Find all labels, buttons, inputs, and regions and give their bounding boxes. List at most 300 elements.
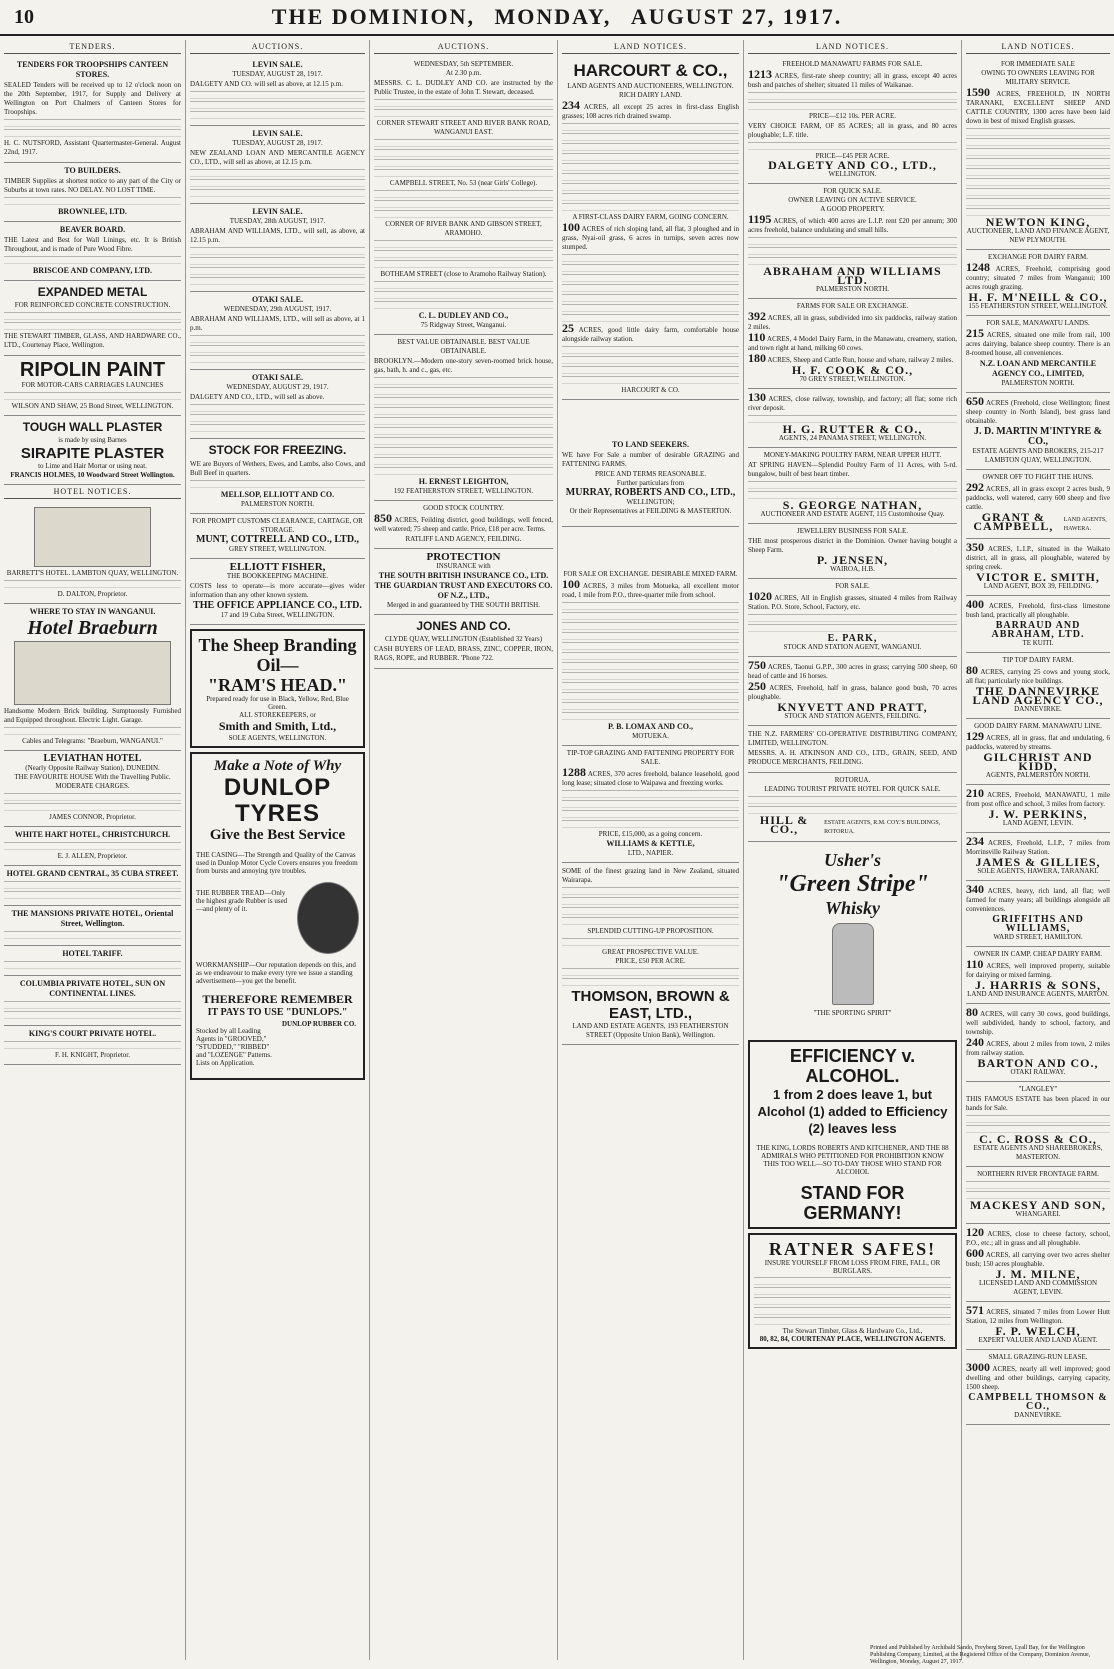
- ad-firm: H. G. RUTTER & CO.,: [782, 422, 923, 436]
- ad-slogan: STAND FOR GERMANY!: [800, 1183, 905, 1223]
- ad-best-value: [374, 335, 553, 501]
- ad-heading: WHERE TO STAY IN WANGANUI.: [29, 607, 156, 616]
- ad-firm: H. F. M'NEILL & CO.,: [968, 290, 1108, 304]
- ad-address: 70 GREY STREET, WELLINGTON.: [799, 375, 906, 383]
- ad-body: [966, 326, 1110, 358]
- lot-heading: BOTHEAM STREET (close to Aramoho Railway Station).: [380, 270, 547, 278]
- ad-location: LTD., NAPIER.: [627, 849, 674, 857]
- ad-heading: OTAKI SALE.: [252, 373, 303, 382]
- issue-date: AUGUST 27, 1917.: [630, 4, 843, 29]
- ad-heading: LEVIN SALE.: [252, 207, 303, 216]
- ad-text: ACRES, will carry 30 cows, good buildings, well subdivided, handy to school, factory, and township.: [966, 1010, 1110, 1036]
- page-number: 10: [14, 6, 34, 28]
- ad-body-2: MESSRS. A. H. ATKINSON AND CO., LTD., GRAIN, SEED, AND PRODUCE MERCHANTS, FEILDING.: [748, 749, 957, 766]
- ad-firm: THOMSON, BROWN & EAST, LTD.,: [571, 988, 730, 1022]
- ad-heading: FARMS FOR SALE OR EXCHANGE.: [796, 302, 909, 310]
- ad-firm: WILLIAMS & KETTLE,: [606, 839, 695, 848]
- ad-address: 155 FEATHERSTON STREET, WELLINGTON.: [968, 302, 1108, 310]
- ad-address: 17 and 19 Cuba Street, WELLINGTON.: [220, 611, 335, 619]
- ad-victor-smith: [966, 539, 1110, 596]
- ad-body: [966, 1303, 1110, 1326]
- acreage: 1288: [562, 765, 586, 779]
- ad-heading: PROTECTION: [426, 551, 501, 563]
- ad-heading: THE MANSIONS PRIVATE HOTEL, Oriental Street, Wellington.: [11, 909, 174, 928]
- acreage: 3000: [966, 1360, 990, 1374]
- ad-firm: E. PARK,: [827, 633, 878, 644]
- ad-park-sale: [748, 579, 957, 657]
- ad-heading: OTAKI SALE.: [252, 295, 303, 304]
- ad-location: PALMERSTON NORTH.: [815, 285, 890, 293]
- ad-firm: H. ERNEST LEIGHTON,: [418, 477, 509, 486]
- ad-firm: J. D. MARTIN M'INTYRE & CO.,: [974, 426, 1102, 447]
- ad-harcourt: [562, 57, 739, 400]
- ad-firm: BARRAUD AND ABRAHAM, LTD.: [991, 620, 1085, 640]
- column-heading: LAND NOTICES.: [562, 40, 739, 54]
- ad-firm: THE STEWART TIMBER, GLASS, AND HARDWARE CO., LTD., Courtenay Place, Wellington.: [4, 332, 181, 349]
- ad-section: RICH DAIRY LAND.: [619, 91, 682, 99]
- ad-welch: [966, 1302, 1110, 1350]
- ad-brand: Hotel Braeburn: [27, 617, 158, 639]
- ad-text: ACRES, Freehold, half in grass, balance good bush, 70 acres ploughable.: [748, 684, 957, 701]
- acreage: 234: [562, 98, 580, 112]
- ad-thomson-brown-east: [562, 863, 739, 1045]
- ad-otaki-sale-abraham: [190, 292, 365, 370]
- ad-location: WELLINGTON;: [626, 498, 675, 506]
- ad-address: ESTATE AGENTS, R.M. COY.'S BUILDINGS, ROTORUA.: [824, 820, 941, 835]
- ad-text: ACRES, all carrying over two acres shelter bush; 150 acres ploughable.: [966, 1251, 1110, 1268]
- ad-nathan-poultry: [748, 448, 957, 524]
- tyre-illustration: [297, 882, 359, 954]
- ad-body: [966, 394, 1110, 426]
- masthead-title: [0, 4, 1114, 30]
- ad-subheading: LEADING TOURIST PRIVATE HOTEL FOR QUICK SALE.: [764, 785, 941, 793]
- ad-nz-loan-mercantile: [966, 316, 1110, 393]
- ad-heading: EFFICIENCY v. ALCOHOL.: [789, 1046, 916, 1086]
- ad-firm: HARCOURT & CO.: [621, 386, 680, 394]
- ad-subheading: FOR REINFORCED CONCRETE CONSTRUCTION.: [14, 301, 171, 309]
- ad-heading: LEVIN SALE.: [252, 60, 303, 69]
- ad-body: COSTS less to operate—is more accurate—gives wider information than any other known system.: [190, 582, 365, 599]
- ad-body: TIMBER Supplies at shortest notice to any part of the City or Suburbs at town rates. NO DELAY. NO LOST TIME.: [4, 177, 181, 194]
- ad-location: PALMERSTON NORTH.: [1001, 379, 1075, 387]
- ad-text: ALL STOREKEEPERS, or: [239, 711, 316, 719]
- ad-location: DANNEVIRKE.: [1014, 1411, 1062, 1419]
- ad-nz-farmers-coop: [748, 726, 957, 773]
- ad-good-stock-country: [374, 501, 553, 549]
- ad-stockists: Stocked by all Leading Agents in "GROOVED," "STUDDED," "RIBBED" and "LOZENGE" Patterns. Lists on Application.: [196, 1027, 272, 1067]
- ad-date: At 2.30 p.m.: [445, 69, 482, 77]
- ad-heading: STOCK FOR FREEZING.: [208, 443, 347, 457]
- ad-heading: COLUMBIA PRIVATE HOTEL, SUN ON CONTINENTAL LINES.: [19, 979, 166, 998]
- ad-text: ACRES, Freehold, MANAWATU, 1 mile from post office and school, 3 miles from factory.: [966, 791, 1110, 808]
- ad-firm: The Stewart Timber, Glass & Hardware Co., Ltd.,: [782, 1327, 923, 1335]
- ad-body-tread: THE RUBBER TREAD—Only the highest grade Rubber is used—and plenty of it.: [196, 889, 288, 913]
- ad-body: [966, 834, 1110, 857]
- ad-firm: CAMPBELL THOMSON & CO.,: [968, 1392, 1108, 1412]
- ad-body: [966, 260, 1110, 292]
- ad-firm: C. L. DUDLEY AND CO.,: [418, 311, 509, 320]
- acreage: 100: [562, 220, 580, 234]
- ad-heading: EXPANDED METAL: [37, 285, 148, 299]
- ad-firm: BRISCOE AND COMPANY, LTD.: [32, 266, 153, 275]
- ad-address: LICENSED LAND AND COMMISSION AGENT, LEVIN.: [978, 1279, 1098, 1296]
- ad-text: ACRES (Freehold, close Wellington; finest sheep country in North Island), best grass land obtainable.: [966, 399, 1110, 425]
- acreage: 350: [966, 540, 984, 554]
- ad-text: ACRES, L.I.P., situated in the Waikato district, all in grass, all ploughable, watered by spring creek.: [966, 545, 1110, 571]
- ad-address: LAND AGENT, BOX 39, FEILDING.: [983, 582, 1093, 590]
- ad-tip-top-grazing: [562, 746, 739, 863]
- ad-body: [966, 480, 1110, 512]
- lot-heading: CORNER STEWART STREET AND RIVER BANK ROAD, WANGANUI EAST.: [376, 119, 551, 136]
- ad-ratner-safes: [748, 1233, 957, 1349]
- ad-barretts-hotel: [4, 502, 181, 604]
- ad-heading: "LANGLEY": [1018, 1085, 1058, 1093]
- ad-body: [966, 663, 1110, 686]
- acreage: 571: [966, 1303, 984, 1317]
- hotel-illustration: [34, 507, 151, 567]
- ad-body: [374, 511, 553, 534]
- column-heading: AUCTIONS.: [190, 40, 365, 54]
- ad-body: NEW ZEALAND LOAN AND MERCANTILE AGENCY CO., LTD., will sell as above, at 12.15 p.m.: [190, 149, 365, 166]
- ad-heading: OWNER OFF TO FIGHT THE HUNS.: [982, 473, 1094, 481]
- ad-subheading: Give the Best Service: [209, 827, 346, 843]
- ad-firm: THE DANNEVIRKE LAND AGENCY CO.,: [972, 684, 1104, 707]
- ad-firm: BROWNLEE, LTD.: [58, 207, 127, 216]
- ad-text: ACRES, close railway, township, and factory; all flat; some rich river deposit.: [748, 395, 957, 412]
- ad-location: MOTUEKA.: [632, 732, 669, 740]
- ad-price: PRICE—£12 10s. PER ACRE.: [809, 112, 896, 120]
- acreage: 1248: [966, 260, 990, 274]
- ad-firm: VICTOR E. SMITH,: [976, 570, 1100, 584]
- ad-heading: GOOD STOCK COUNTRY.: [423, 504, 504, 512]
- ad-text: ACRES, heavy, rich land, all flat; well farmed for many years; all buildings alongside all conveniences.: [966, 887, 1110, 913]
- ad-firm: J. W. PERKINS,: [988, 807, 1088, 821]
- ad-location: OTAKI RAILWAY.: [1010, 1068, 1066, 1076]
- ad-location: WELLINGTON.: [828, 170, 877, 178]
- ad-body: [966, 1225, 1110, 1248]
- ad-heading: RIPOLIN PAINT: [19, 359, 166, 381]
- ad-barton: [966, 1004, 1110, 1082]
- ad-section: A FIRST-CLASS DAIRY FARM, GOING CONCERN.: [572, 213, 729, 221]
- acreage: 100: [562, 577, 580, 591]
- ad-body: AT SPRING HAVEN—Splendid Poultry Farm of 11 Acres, with 5-rd. bungalow, built of best heart timber.: [748, 461, 957, 478]
- ad-subheading: OWNER LEAVING ON ACTIVE SERVICE.: [788, 196, 917, 204]
- acreage: 340: [966, 882, 984, 896]
- ad-firm: ABRAHAM AND WILLIAMS LTD.: [763, 264, 942, 287]
- ad-heading: GOOD DAIRY FARM. MANAWATU LINE.: [974, 722, 1102, 730]
- ad-text: ACRES, about 2 miles from town, 2 miles from railway station.: [966, 1040, 1110, 1057]
- ad-signature: E. J. ALLEN, Proprietor.: [57, 852, 128, 860]
- ad-firm: WILSON AND SHAW, 25 Bond Street, WELLINGTON.: [11, 402, 174, 410]
- ad-text: ACRES, situated one mile from rail, 100 acres dairying, balance sheep country. There is an 8-roomed house, all conveniences.: [966, 331, 1110, 357]
- ad-heading: FOR QUICK SALE.: [823, 187, 882, 195]
- acreage: 180: [748, 351, 766, 365]
- ad-firm: GRIFFITHS AND WILLIAMS,: [992, 914, 1084, 934]
- ad-body: WE have For Sale a number of desirable GRAZING and FATTENING FARMS.: [562, 451, 739, 468]
- ad-beaver-board: [4, 222, 181, 281]
- issue-day: MONDAY,: [494, 4, 612, 29]
- ad-firm: P. B. LOMAX AND CO.,: [607, 722, 694, 731]
- column-heading: LAND NOTICES.: [966, 40, 1110, 54]
- ad-james-gillies: [966, 833, 1110, 881]
- ad-location: WAIROA, H.B.: [830, 565, 875, 573]
- ad-location: LAND AGENTS, HAWERA.: [1063, 517, 1107, 532]
- column-land-notices-1: [558, 40, 744, 1660]
- ad-expanded-metal: [4, 281, 181, 356]
- ad-firm: H. F. COOK & CO.,: [791, 363, 914, 377]
- ad-text: ACRES, of which 400 acres are L.I.P. rent £20 per annum; 300 acres freehold, balance undulating and small hills.: [748, 217, 957, 234]
- ad-text: ACRES, carrying 25 cows and young stock, all flat; particularly nice buildings.: [966, 668, 1110, 685]
- ad-dannevirke-land: [966, 653, 1110, 719]
- acreage: 400: [966, 597, 984, 611]
- ad-body: Handsome Modern Brick building. Sumptuously Furnished and Equipped throughout. Electric Light. Garage.: [4, 707, 181, 724]
- ad-subheading: FOR MOTOR-CARS CARRIAGES LAUNCHES: [21, 381, 164, 389]
- ad-firm: N.Z. LOAN AND MERCANTILE AGENCY CO., LIMITED,: [979, 359, 1097, 378]
- masthead: [0, 0, 1114, 36]
- ad-text: Prepared ready for use in Black, Yellow, Red, Blue Green.: [206, 695, 349, 711]
- ad-address: AUCTIONEER, LAND AND FINANCE AGENT, NEW PLYMOUTH.: [966, 227, 1110, 244]
- ad-text: ACRES, all in grass, flat and undulating, 6 paddocks, watered by streams.: [966, 734, 1111, 751]
- ad-firm: HILL & CO.,: [759, 813, 809, 836]
- acreage: 850: [374, 511, 392, 525]
- ad-address: ESTATE AGENTS AND BROKERS, 215-217 LAMBTON QUAY, WELLINGTON.: [972, 447, 1104, 464]
- ad-heading: TIP TOP DAIRY FARM.: [1002, 656, 1074, 664]
- ad-firm: HARCOURT & CO.,: [573, 61, 728, 80]
- ad-heading: ROTORUA.: [834, 776, 871, 784]
- ad-heading: NORTHERN RIVER FRONTAGE FARM.: [977, 1170, 1099, 1178]
- ad-body: [562, 321, 739, 344]
- ad-subheading: THE BOOKKEEPING MACHINE.: [226, 572, 329, 580]
- ad-firm: P. JENSEN,: [816, 553, 889, 567]
- ad-heading: FOR PROMPT CUSTOMS CLEARANCE, CARTAGE, OR STORAGE.: [192, 517, 363, 534]
- acreage: 80: [966, 663, 978, 677]
- ad-heading: BARRETT'S HOTEL. LAMBTON QUAY, WELLINGTON.: [6, 569, 179, 577]
- ad-firm: MELLSOP, ELLIOTT AND CO.: [220, 490, 335, 499]
- ad-heading: The Sheep Branding Oil—: [198, 635, 357, 675]
- ad-terms: PRICE AND TERMS REASONABLE.: [594, 470, 707, 478]
- ad-sheep-branding-oil: [190, 629, 365, 748]
- ad-text: ACRES, Freehold, L.I.P., 7 miles from Morrinsville Railway Station.: [966, 839, 1110, 856]
- ad-subheading: GREAT PROSPECTIVE VALUE.: [602, 948, 699, 956]
- ad-price: PRICE—£45 PER ACRE.: [815, 152, 890, 160]
- ad-body: [966, 85, 1110, 126]
- acreage: 110: [748, 330, 766, 344]
- ad-firm: Smith and Smith, Ltd.,: [218, 719, 337, 733]
- acreage: 25: [562, 321, 574, 335]
- ad-dalgety-farms: [748, 57, 957, 184]
- ad-text: ACRES, 3 miles from Motueka, all excellent motor road, 1 mile from P.O., three-quarter mile from school.: [562, 582, 739, 599]
- ad-firm: GRANT & CAMPBELL,: [973, 510, 1054, 533]
- ad-body: [562, 577, 739, 600]
- ad-body: THIS FAMOUS ESTATE has been placed in our hands for Sale.: [966, 1095, 1110, 1112]
- acreage: 110: [966, 957, 984, 971]
- ad-text: ACRES, Freehold, first-class limestone bush land, practically all ploughable.: [966, 602, 1110, 619]
- ad-ushers-whisky: [748, 846, 957, 1036]
- ad-heading: MONEY-MAKING POULTRY FARM, NEAR UPPER HUTT.: [763, 451, 942, 459]
- acreage: 250: [748, 679, 766, 693]
- paper-name: THE DOMINION,: [271, 4, 476, 29]
- ad-text: ACRES, all except 25 acres in first-class English grasses; 108 acres rich drained swamp.: [562, 103, 739, 120]
- ad-location: STOCK AND STATION AGENT, WANGANUI.: [783, 643, 922, 651]
- ad-firm: GILCHRIST AND KIDD,: [983, 750, 1093, 773]
- ad-heading: WEDNESDAY, 5th SEPTEMBER.: [413, 60, 514, 68]
- ad-heading: TO LAND SEEKERS.: [612, 440, 689, 449]
- acreage: 130: [748, 390, 766, 404]
- ad-land-seekers: [562, 430, 739, 527]
- ad-body: THE KING, LORDS ROBERTS AND KITCHENER, AND THE 88 ADMIRALS WHO PETITIONED FOR PROHIBITION KNOW THIS TOO WELL—SO TO-DAY THOSE WHO STAND FOR ALCOHOL: [756, 1144, 949, 1176]
- ad-body-2: VERY CHOICE FARM, OF 85 ACRES; all in grass, and 80 acres ploughable; L.F. title.: [748, 122, 957, 139]
- ad-signature: F. H. KNIGHT, Proprietor.: [55, 1051, 130, 1059]
- column-land-notices-3: [962, 40, 1114, 1660]
- ad-sirapite: [4, 416, 181, 485]
- ad-slogan: IT PAYS TO USE "DUNLOPS.": [207, 1007, 348, 1018]
- ad-customs-clearance: [190, 514, 365, 559]
- ad-firm: THE SOUTH BRITISH INSURANCE CO., LTD.: [378, 571, 549, 580]
- ad-heading: TO BUILDERS.: [64, 166, 121, 175]
- ad-grant-campbell: [966, 470, 1110, 539]
- ad-body: BROOKLYN.—Modern one-story seven-roomed brick house, gas, bath, h. and c., gas, etc.: [374, 357, 553, 374]
- ad-brand: "RAM'S HEAD.": [208, 675, 347, 695]
- ad-firm: C. C. ROSS & CO.,: [979, 1132, 1097, 1146]
- ad-body: THE N.Z. FARMERS' CO-OPERATIVE DISTRIBUTING COMPANY, LIMITED, WELLINGTON.: [748, 730, 957, 747]
- ad-firm: S. GEORGE NATHAN,: [782, 498, 923, 512]
- ad-heading: RATNER SAFES!: [768, 1239, 937, 1259]
- ad-address: AGENTS, PALMERSTON NORTH.: [985, 771, 1091, 779]
- ad-brand: DUNLOP TYRES: [223, 774, 332, 827]
- acreage: 392: [748, 309, 766, 323]
- ad-body: DALGETY AND CO., LTD., will sell as above.: [190, 393, 325, 401]
- ad-barraud-abraham: [966, 596, 1110, 653]
- ad-body: MESSRS. C. L. DUDLEY AND CO. are instructed by the Public Trustee, in the estate of John T. Stewart, deceased.: [374, 79, 553, 96]
- ad-subheading: (Nearly Opposite Railway Station), DUNEDIN.: [25, 764, 160, 772]
- ad-brand: Usher's: [823, 850, 881, 870]
- ad-heading: FOR SALE, MANAWATU LANDS.: [986, 319, 1090, 327]
- ad-subheading: OWING TO OWNERS LEAVING FOR MILITARY SERVICE.: [981, 69, 1095, 86]
- ad-body: [562, 765, 739, 788]
- ad-slogan: "THE SPORTING SPIRIT": [813, 1009, 892, 1017]
- imprint: Printed and Published by Archibald Sando, Freyberg Street, Lyall Bay, for the Wellington Publishing Company, Limited, at the Registered Office of the Company, Dominion Avenue, Wellington, Monday, August 27, 1917.: [870, 1645, 1091, 1665]
- column-land-notices-2: [744, 40, 962, 1660]
- ad-location: GREY STREET, WELLINGTON.: [229, 545, 326, 553]
- ad-body: [966, 1035, 1110, 1058]
- ad-heading: FOR SALE.: [835, 582, 870, 590]
- ad-body: ABRAHAM AND WILLIAMS, LTD., will sell, as above, at 12.15 p.m.: [190, 227, 365, 244]
- ad-location: DANNEVIRKE.: [1014, 705, 1062, 713]
- ad-mansions-hotel: [4, 906, 181, 946]
- ad-body: [966, 597, 1110, 620]
- ad-canteen-tender: [4, 57, 181, 163]
- ad-firm: THE OFFICE APPLIANCE CO., LTD.: [193, 600, 362, 611]
- ad-text: is made by using Barnes: [58, 436, 127, 444]
- ad-subheading: INSURANCE with: [436, 562, 491, 570]
- ad-text: Or their Representatives at FEILDING & MASTERTON.: [569, 507, 732, 515]
- ad-heading: EXCHANGE FOR DAIRY FARM.: [988, 253, 1088, 261]
- acreage: 120: [966, 1225, 984, 1239]
- column-heading: LAND NOTICES.: [748, 40, 957, 54]
- ad-text: ACRES, good little dairy farm, comfortable house alongside railway station.: [562, 326, 739, 343]
- ad-hotel-braeburn: [4, 604, 181, 751]
- ad-date: WEDNESDAY, 29th AUGUST, 1917.: [223, 305, 332, 313]
- ad-address: ESTATE AGENTS AND SHAREBROKERS, MASTERTON.: [973, 1144, 1103, 1161]
- ad-body: [748, 390, 957, 413]
- ad-body: [748, 679, 957, 702]
- ad-efficiency-alcohol: [748, 1040, 957, 1229]
- ad-body: [748, 658, 957, 681]
- ad-body: [966, 1246, 1110, 1269]
- ad-ripolin: [4, 356, 181, 416]
- acreage: 240: [966, 1035, 984, 1049]
- ad-body: [562, 220, 739, 252]
- ad-location: SOLE AGENTS, HAWERA, TARANAKI.: [977, 867, 1099, 875]
- ad-jones-and-co: [374, 615, 553, 669]
- ad-product: "Green Stripe": [776, 871, 929, 897]
- ad-knyvett-pratt: [748, 657, 957, 726]
- ad-levin-sale-dalgety: [190, 57, 365, 126]
- ad-heading: TENDERS FOR TROOPSHIPS CANTEEN STORES.: [16, 60, 169, 79]
- ad-subheading: A GOOD PROPERTY.: [820, 205, 885, 213]
- ad-signature: JAMES CONNOR, Proprietor.: [49, 813, 136, 821]
- ad-text: ACRES, well improved property, suitable for dairying or mixed farming.: [966, 962, 1110, 979]
- ad-ross-langley: [966, 1082, 1110, 1167]
- ad-subheading: LAND AGENTS AND AUCTIONEERS, WELLINGTON.: [567, 82, 734, 90]
- ad-heading: JEWELLERY BUSINESS FOR SALE.: [797, 527, 908, 535]
- ad-jensen-jewellery: [748, 524, 957, 579]
- ad-body: [748, 67, 957, 90]
- ad-text: ACRES, 370 acres freehold, balance leasehold, good long lease; situated close to Waipawa and freezing works.: [562, 770, 739, 787]
- ad-text: Further particulars from: [616, 479, 685, 487]
- ad-body: [966, 1360, 1110, 1392]
- ad-body: WE are Buyers of Wethers, Ewes, and Lambs, also Cows, and Bull Beef in quarters.: [190, 460, 365, 477]
- ad-date: WEDNESDAY, AUGUST 29, 1917.: [226, 383, 329, 391]
- ad-body: SEALED Tenders will be received up to 12 o'clock noon on the 20th September, 1917, for Supply and Delivery at Wellington on Port Chalmers of Canteen Stores for Troopships.: [4, 81, 181, 116]
- ad-heading: HOTEL GRAND CENTRAL, 35 CUBA STREET.: [6, 869, 179, 878]
- ad-firm: RATLIFF LAND AGENCY, FEILDING.: [405, 535, 522, 543]
- ad-firm: F. P. WELCH,: [995, 1324, 1081, 1338]
- ad-heading: HOTEL TARIFF.: [62, 949, 123, 958]
- ad-text: ACRES, FREEHOLD, IN NORTH TARANAKI, EXCELLENT SHEEP AND CATTLE COUNTRY, 1300 acres have been laid down in best of mixed English grasses.: [966, 90, 1110, 125]
- ad-body: [966, 786, 1110, 809]
- ad-heading: WHITE HART HOTEL, CHRISTCHURCH.: [14, 830, 171, 839]
- ad-cook-farms: [748, 299, 957, 389]
- ad-motueka-farm: [562, 567, 739, 746]
- ad-brand: SIRAPITE PLASTER: [20, 445, 165, 462]
- ad-abraham-quick-sale: [748, 184, 957, 299]
- ad-firm: FRANCIS HOLMES, 10 Woodward Street Wellington.: [10, 471, 175, 479]
- ad-text: Merged in and guaranteed by THE SOUTH BRITISH.: [387, 601, 540, 609]
- ad-firm: DUNLOP RUBBER CO.: [281, 1020, 357, 1028]
- ad-firm: KNYVETT AND PRATT,: [777, 700, 928, 714]
- ad-body: SOME of the finest grazing land in New Zealand, situated Wairarapa.: [562, 867, 739, 884]
- acreage: 215: [966, 326, 984, 340]
- ad-levin-sale-nzloan: [190, 126, 365, 204]
- ad-address: AGENTS, 24 PANAMA STREET, WELLINGTON.: [778, 434, 927, 442]
- column-tenders: [0, 40, 186, 1660]
- acreage: 1020: [748, 589, 772, 603]
- ad-perkins: [966, 785, 1110, 833]
- ad-text: ACRES, 4 Model Dairy Farm, in the Manawatu, creamery, station, and town right at hand, milking 60 cows.: [748, 335, 957, 352]
- ad-body: CASH BUYERS OF LEAD, BRASS, ZINC, COPPER, IRON, RAGS, ROPE, and RUBBER. 'Phone 722.: [374, 645, 553, 662]
- ad-heading: LEVIATHAN HOTEL: [43, 753, 142, 764]
- column-heading: TENDERS.: [4, 40, 181, 54]
- ad-address: EXPERT VALUER AND LAND AGENT.: [978, 1336, 1098, 1344]
- ad-text: ACRES, All in English grasses, situated 4 miles from Railway Station. P.O. Store, School, Factory, etc.: [748, 594, 957, 611]
- ad-location: WHANGAREI.: [1015, 1210, 1061, 1218]
- acreage: 234: [966, 834, 984, 848]
- ad-heading: KING'S COURT PRIVATE HOTEL.: [28, 1029, 157, 1038]
- ad-text: ACRES of rich sloping land, all flat, 3 ploughed and in grass, Nyai-oil grass, 6 acres in turnips, seven acres now stumped.: [562, 225, 739, 251]
- ad-milne: [966, 1224, 1110, 1302]
- ad-address: LAND AND ESTATE AGENTS, 193 FEATHERSTON STREET (Opposite Union Bank), Wellington.: [572, 1022, 729, 1039]
